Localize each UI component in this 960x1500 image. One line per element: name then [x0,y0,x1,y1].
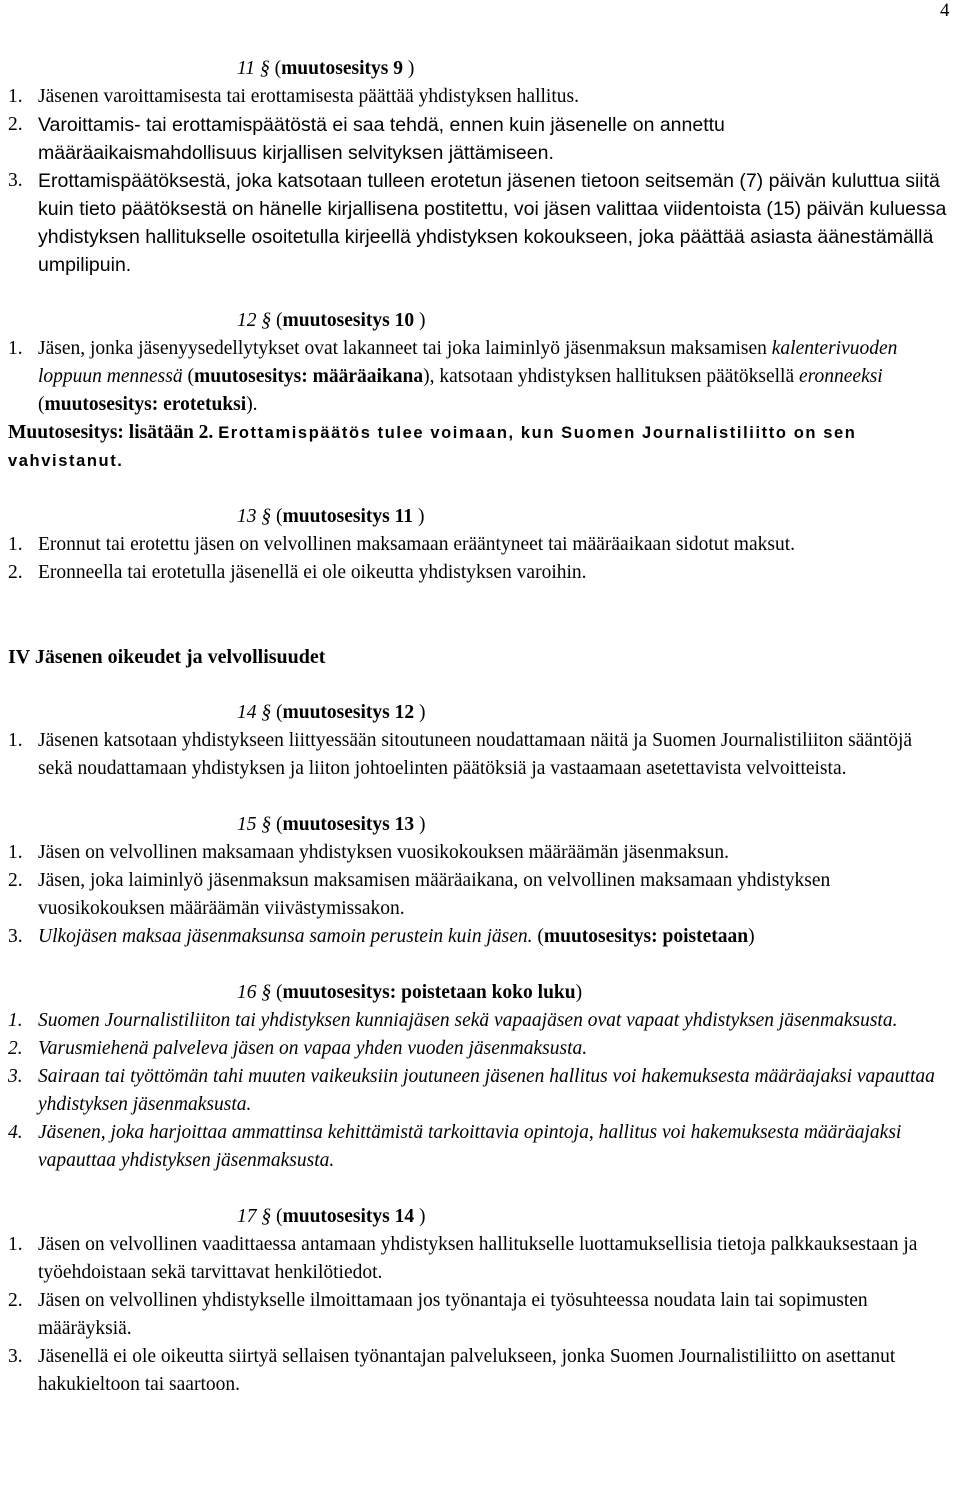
paren-close: ) [748,926,755,947]
item-text: Varusmiehenä palveleva jäsen on vapaa yhden vuoden jäsenmaksusta. [38,1038,588,1059]
item-text: Jäsen on velvollinen vaadittaessa antamaan yhdistyksen hallitukselle luottamuksellisia tietoja palkkauksestaan ja työehdoistaan sekä tarvittavat henkilötiedot. [38,1234,918,1283]
item-number: 2. [8,562,23,583]
amendment-text: muutosesitys: erotetuksi [44,394,247,415]
list-item [8,335,948,419]
section-symbol: § [261,982,272,1003]
section-symbol: § [259,58,270,79]
amendment-ref: muutosesitys 11 [282,506,414,527]
amendment-text: muutosesitys: poistetaan [543,926,749,947]
list-item [8,867,948,923]
item-text [38,335,948,419]
item-number: 2. [8,1290,23,1311]
section-number: 11 [237,58,256,79]
list-item [8,1231,948,1287]
item-text: Erottamispäätöksestä, joka katsotaan tulleen erotetun jäsenen tietoon seitsemän (7) päivän kuluttua siitä kuin tieto päätöksestä on hänelle kirjallisena postitettu, voi jäsen valittaa viidentoista (15) päivän kuluessa yhdistyksen hallitukselle osoitetulla kirjeellä yhdistyksen kokoukseen, joka päättää asiasta äänestämällä umpilipuin. [38,170,947,276]
list-item [8,167,948,279]
section-heading-13 [8,503,948,531]
section-symbol: § [261,814,272,835]
list-item [8,727,948,783]
item-number: 3. [8,170,23,191]
item-number: 1. [8,842,23,863]
item-number: 1. [8,1010,23,1031]
paren-close: ) [419,814,426,835]
paren-close: ) [417,506,425,527]
item-number: 2. [8,870,23,891]
item-number: 1. [8,730,23,751]
section-number: 14 [237,702,257,723]
item-text: Jäsenen varoittamisesta tai erottamisesta päättää yhdistyksen hallitus. [38,86,579,107]
section-symbol: § [261,702,272,723]
item-text: Jäsenen, joka harjoittaa ammattinsa kehittämistä tarkoittavia opintoja, hallitus voi hakemuksesta määräajaksi vapauttaa yhdistyksen jäsenmaksusta. [38,1122,902,1171]
amendment-ref: muutosesitys 10 [282,310,415,331]
amendment-ref: muutosesitys: poistetaan koko luku [282,982,576,1003]
item-number: 3. [8,1066,23,1087]
document-page [8,55,948,1399]
list-item [8,839,948,867]
text-run-italic: kalenterivuoden loppuun mennessä [38,338,898,387]
list-item [8,1287,948,1343]
list-item [8,1035,948,1063]
section-heading-16 [8,979,948,1007]
item-number: 1. [8,338,23,359]
item-text: Jäsen on velvollinen yhdistykselle ilmoittamaan jos työnantaja ei työsuhteessa noudata lain tai sopimusten määräyksiä. [38,1290,868,1339]
paren-close: ) [419,310,426,331]
list-item [8,1343,948,1399]
list-item [8,559,948,587]
text-run: ). [246,394,258,415]
paren-open: ( [276,1206,283,1227]
amendment-text: muutosesitys: määräaikana [194,366,424,387]
section-number: 12 [237,310,257,331]
paren-open: ( [276,814,283,835]
paren-open: ( [276,982,283,1003]
text-run: ), katsotaan yhdistyksen hallituksen päätöksellä [423,366,795,387]
section-heading-11 [8,55,948,83]
text-run-italic: Ulkojäsen maksaa jäsenmaksunsa samoin perustein kuin jäsen. [38,926,533,947]
list-item [8,1063,948,1119]
list-item [8,1119,948,1175]
item-number: 1. [8,86,23,107]
text-run: Jäsen, jonka jäsenyysedellytykset ovat lakanneet tai joka laiminlyö jäsenmaksun maksamisen [38,338,767,359]
amendment-ref: muutosesitys 14 [282,1206,415,1227]
item-number: 1. [8,534,23,555]
item-text: Jäsen, joka laiminlyö jäsenmaksun maksamisen määräaikana, on velvollinen maksamaan yhdistyksen vuosikokouksen määräämän viivästymissakon. [38,870,831,919]
amendment-ref: muutosesitys 13 [282,814,415,835]
section-heading-17 [8,1203,948,1231]
item-text: Jäsenellä ei ole oikeutta siirtyä sellaisen työnantajan palvelukseen, jonka Suomen Journalistiliitto on asettanut hakukieltoon tai saartoon. [38,1346,896,1395]
paren-open: ( [276,310,283,331]
paren-open: ( [537,926,544,947]
paren-open: ( [274,58,282,79]
paren-close: ) [419,1206,426,1227]
paren-open: ( [276,702,283,723]
section-number: 16 [237,982,257,1003]
item-number: 2. [8,1038,23,1059]
item-number: 3. [8,926,23,947]
item-text [38,923,948,951]
amendment-label: Muutosesitys: lisätään 2. [8,422,214,443]
page-number: 4 [940,0,950,21]
item-number: 4. [8,1122,23,1143]
section-symbol: § [261,310,272,331]
amendment-text: Erottamispäätös tulee voimaan, kun Suomen Journalistiliitto on sen vahvistanut. [8,424,857,470]
text-run-italic: eronneeksi [798,366,883,387]
item-text: Varoittamis- tai erottamispäätöstä ei saa tehdä, ennen kuin jäsenelle on annettu määräaikaismahdollisuus kirjallisen selvityksen jättämiseen. [38,114,725,164]
section-heading-12 [8,307,948,335]
list-item [8,531,948,559]
item-number: 2. [8,114,23,135]
section-number: 13 [237,506,257,527]
list-item [8,111,948,167]
list-item [8,1007,948,1035]
amendment-addition [8,419,948,475]
section-number: 15 [237,814,257,835]
item-text: Sairaan tai työttömän tahi muuten vaikeuksiin joutuneen jäsenen hallitus voi hakemuksesta määräajaksi vapauttaa yhdistyksen jäsenmaksusta. [38,1066,935,1115]
paren-open: ( [187,366,194,387]
paren-close: ) [575,982,583,1003]
amendment-ref: muutosesitys 12 [282,702,415,723]
chapter-heading: IV Jäsenen oikeudet ja velvollisuudet [8,646,326,668]
paren-open: ( [38,394,45,415]
item-text: Suomen Journalistiliiton tai yhdistyksen kunniajäsen sekä vapaajäsen ovat vapaat yhdistyksen jäsenmaksusta. [38,1010,898,1031]
amendment-ref: muutosesitys 9 [281,58,403,79]
item-text: Eronneella tai erotetulla jäsenellä ei ole oikeutta yhdistyksen varoihin. [38,562,587,583]
section-symbol: § [261,506,272,527]
section-number: 17 [237,1206,257,1227]
section-symbol: § [261,1206,272,1227]
list-item [8,923,948,951]
item-text: Jäsenen katsotaan yhdistykseen liittyessään sitoutuneen noudattamaan näitä ja Suomen Journalistiliiton sääntöjä sekä noudattamaan yhdistyksen ja liiton johtoelinten päätöksiä ja vastaamaan asetettavista velvoitteista. [38,730,913,779]
section-heading-14 [8,699,948,727]
paren-close: ) [419,702,426,723]
item-text: Eronnut tai erotettu jäsen on velvollinen maksamaan erääntyneet tai määräaikaan sidotut maksut. [38,534,795,555]
section-heading-15 [8,811,948,839]
list-item [8,83,948,111]
item-number: 1. [8,1234,23,1255]
item-number: 3. [8,1346,23,1367]
paren-open: ( [276,506,283,527]
paren-close: ) [407,58,415,79]
item-text: Jäsen on velvollinen maksamaan yhdistyksen vuosikokouksen määräämän jäsenmaksun. [38,842,730,863]
